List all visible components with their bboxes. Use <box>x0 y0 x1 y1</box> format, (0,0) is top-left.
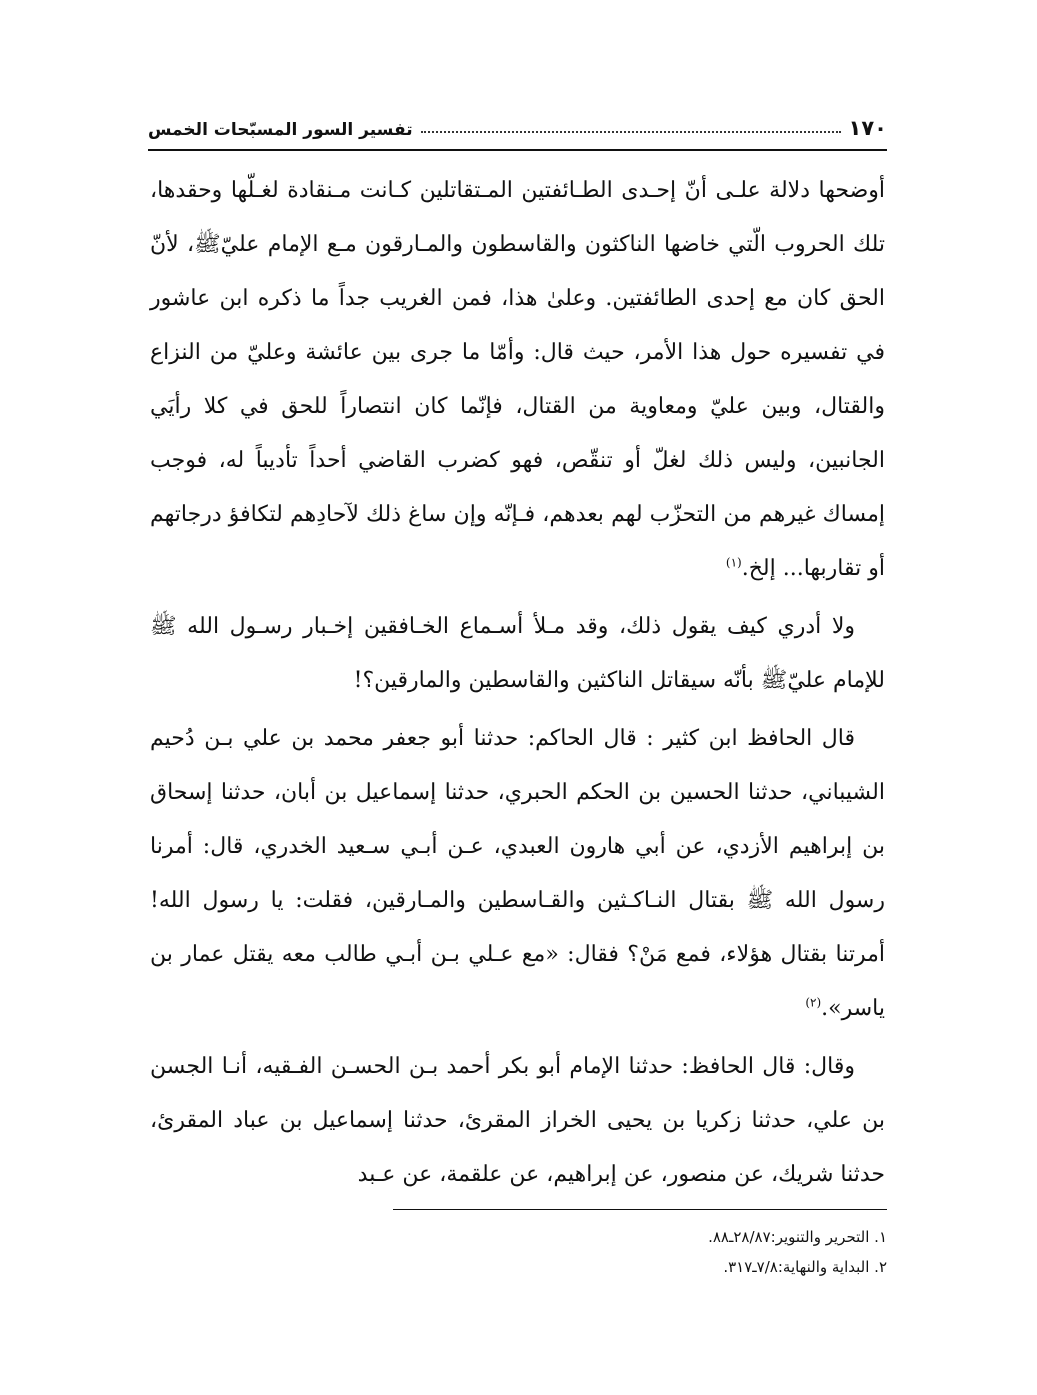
running-title: تفسير السور المسبّحات الخمس <box>148 120 413 140</box>
footnote-ref: (١) <box>725 555 742 570</box>
footnote-ref: (٢) <box>805 995 822 1010</box>
paragraph <box>150 712 885 1036</box>
header-dot-leader <box>421 130 841 133</box>
footnotes <box>187 1222 887 1282</box>
paragraph-text: ولا أدري كيف يقول ذلك، وقد مـلأ أسـماع الخـافقين إخـبار رسـول الله ﷺ للإمام عليّﷺ بأنّه سيقاتل الناكثين والقاسطين والمارقين؟! <box>150 614 885 693</box>
paragraph <box>150 164 885 596</box>
page-number: ١٧٠ <box>848 116 887 140</box>
paragraph-text: أوضحها دلالة علـى أنّ إحـدى الطـائفتين المـتقاتلين كـانت مـنقادة لغـلّها وحقدها، تلك الحروب الّتي خاضها الناكثون والقاسطون والمـارقون مـع الإمام عليّﷺ، لأنّ الحق كان مع إحدى الطائفتين. وعلىٰ هذا، فمن الغريب جداً ما ذكره ابن عاشور في تفسيره حول هذا الأمر، حيث قال: وأمّا ما جرى بين عائشة وعليّ من النزاع والقتال، وبين عليّ ومعاوية من القتال، فإنّما كان انتصاراً للحق في كلا رأيَي الجانبين، وليس ذلك لغلّ أو تنقّص، فهو كضرب القاضي أحداً تأديباً له، فوجب إمساك غيرهم من التحزّب لهم بعدهم، فـإنّه وإن ساغ ذلك لآحادِهم لتكافؤ درجاتهم أو تقاربها... إلخ. <box>150 178 885 581</box>
footnote: ١. التحرير والتنوير:٢٨/٨٧ـ٨٨. <box>708 1228 887 1246</box>
footnote: ٢. البداية والنهاية:٧/٨ـ٣١٧. <box>723 1258 887 1276</box>
paragraph-text: قال الحافظ ابن كثير : قال الحاكم: حدثنا أبو جعفر محمد بن علي بـن دُحيم الشيباني، حدثنا الحسين بن الحكم الحبري، حدثنا إسماعيل بن أبان، حدثنا إسحاق بن إبراهيم الأزدي، عن أبي هارون العبدي، عـن أبـي سـعيد الخدري، قال: أمرنا رسول الله ﷺ بقتال النـاكـثين والقـاسطين والمـارقين، فقلت: يا رسول الله! أمرتنا بقتال هؤلاء، فمع مَنْ؟ فقال: «مع عـلي بـن أبـي طالب معه يقتل عمار بن ياسر». <box>150 726 885 1021</box>
page-header <box>148 110 887 140</box>
footnote-rule <box>393 1209 887 1210</box>
main-text <box>150 164 885 1202</box>
paragraph-text: وقال: قال الحافظ: حدثنا الإمام أبو بكر أحمد بـن الحسـن الفـقيه، أنـا الجسن بن علي، حدثنا زكريا بن يحيى الخراز المقرئ، حدثنا إسماعيل بن عباد المقرئ، حدثنا شريك، عن منصور، عن إبراهيم، عن علقمة، عن عـبد <box>150 1054 885 1187</box>
paragraph <box>150 600 885 708</box>
paragraph <box>150 1040 885 1202</box>
header-rule <box>148 149 887 151</box>
